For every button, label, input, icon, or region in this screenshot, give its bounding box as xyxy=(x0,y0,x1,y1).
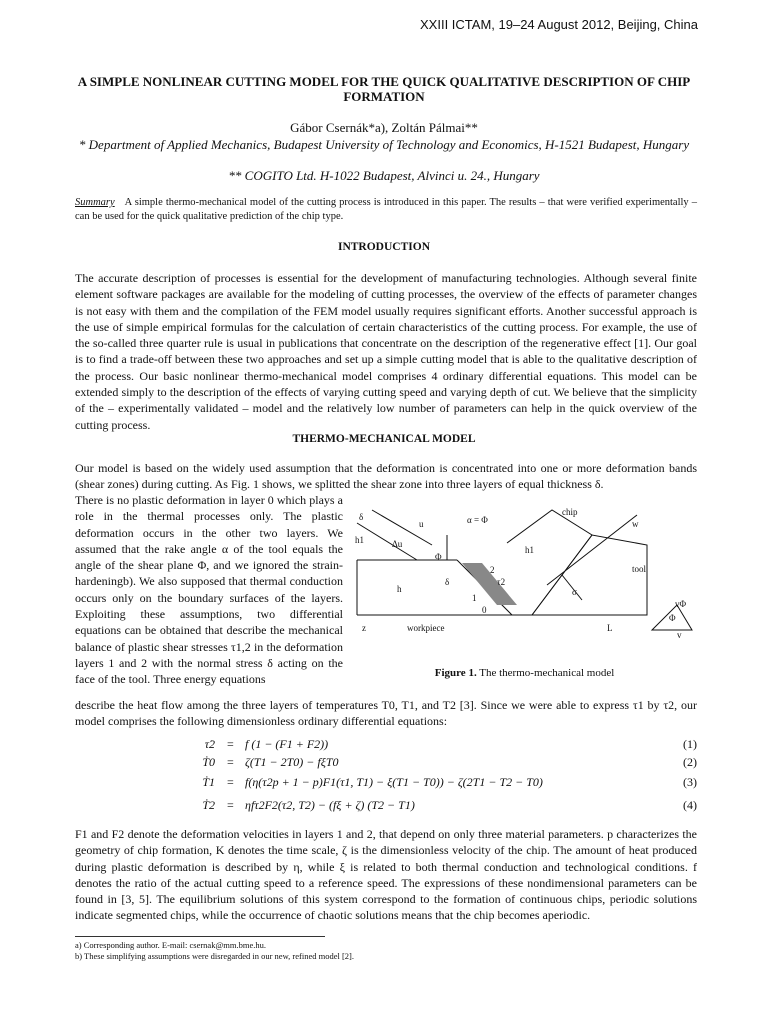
fig-label-L: L xyxy=(607,623,613,633)
thermo-mechanical-figure xyxy=(347,505,702,655)
fig-label-u: u xyxy=(419,519,424,529)
summary xyxy=(75,196,697,224)
footnote-b: b) These simplifying assumptions were disregarded in our new, refined model [2]. xyxy=(75,951,355,961)
fig-label-w: w xyxy=(632,519,639,529)
fig-label-sigma: σ xyxy=(572,587,577,597)
equation-1-equals: = xyxy=(227,737,234,751)
model-text-4: F1 and F2 denote the deformation velocities in layers 1 and 2, that depend on only three material parameters. p characterizes the geometry of chip formation, K denotes the time scale, ζ is the dimensionless velocity of the chip. The amount of heat produced during plastic deformation is described by η, while ξ is related to both thermal conduction and technological conditions. f denotes the ratio of the actual cutting speed to a reference speed. The expressions of these nondimensional parameters can be found in [3, 5]. The equilibrium solutions of this system correspond to the formation of continuous chips, periodic solutions indicate segmented chips, while the occurrence of chaotic solutions means that the chip becomes aperiodic. xyxy=(75,827,697,923)
paper-title: A SIMPLE NONLINEAR CUTTING MODEL FOR THE QUICK QUALITATIVE DESCRIPTION OF CHIP FORMATION xyxy=(77,74,691,104)
introduction-text: The accurate description of processes is essential for the development of manufacturing technologies. Although several finite element software packages are available for the modeling of cutting processes, the overview of the effects of parameter changes is not easy with them and the compilation of the FEM model usually requires significant efforts. Another successful approach is the use of simple empirical formulas for the calculation of certain characteristics of the cutting process. For example, the use of the so-called three quarter rule is usual in publications that concentrate on the description of the regenerative effect [1]. Our goal is to find a trade-off between these two approaches and set up a simple cutting model that is able to the qualitative description of the process. Our basic nonlinear thermo-mechanical model comprises 4 ordinary differential equations. This model can be extended simply to the description of the effects of varying cutting speed and varying depth of cut. We believe that the simplicity of the – experimentally validated – model and the relatively low number of parameters can help in the quick overview of the cutting process. xyxy=(75,271,697,432)
fig-label-delta: δ xyxy=(359,512,364,522)
equation-2-rhs: ζ(T1 − 2T0) − fξT0 xyxy=(245,755,339,769)
equation-3-number: (3) xyxy=(683,775,697,789)
fig-label-two: 2 xyxy=(490,565,495,575)
affiliation-1: * Department of Applied Mechanics, Budapest University of Technology and Economics, H-1521 Budapest, Hungary xyxy=(78,137,690,152)
equation-4 xyxy=(75,798,697,816)
figure-caption-text: The thermo-mechanical model xyxy=(479,667,615,679)
fig-label-zero: 0 xyxy=(482,605,487,615)
authors: Gábor Csernák*a), Zoltán Pálmai** xyxy=(290,120,478,135)
equation-1-number: (1) xyxy=(683,737,697,751)
equation-4-equals: = xyxy=(227,798,234,812)
fig-label-chip: chip xyxy=(562,507,578,517)
fig-label-alpha-phi: α = Φ xyxy=(467,515,488,525)
tool-holder-left xyxy=(357,523,417,560)
equation-2 xyxy=(75,755,697,773)
equation-4-lhs: Ṫ2 xyxy=(202,798,215,812)
fig-label-workpiece: workpiece xyxy=(407,623,445,633)
equation-3-rhs: f(η(τ2p + 1 − p)F1(τ1, T1) − ξ(T1 − T0)) − ζ(2T1 − T2 − T0) xyxy=(245,775,543,789)
equation-3-equals: = xyxy=(227,775,234,789)
fig-label-delta2: δ xyxy=(445,577,450,587)
fig-label-one: 1 xyxy=(472,593,477,603)
fig-label-z: z xyxy=(362,623,366,633)
summary-text: A simple thermo-mechanical model of the cutting process is introduced in this paper. The results – that were verified experimentally – can be used for the quick qualitative prediction of the chip type. xyxy=(75,197,697,222)
fig-label-phi: Φ xyxy=(435,552,442,562)
fig-label-h: h xyxy=(397,584,402,594)
summary-label: Summary xyxy=(75,197,115,208)
equation-3-lhs: Ṫ1 xyxy=(202,775,215,789)
figure-caption-label: Figure 1. xyxy=(434,667,477,679)
chip-outline xyxy=(507,510,592,615)
model-text-1: Our model is based on the widely used assumption that the deformation is concentrated into one or more deformation bands (shear zones) during cutting. As Fig. 1 shows, we splitted the shear zone into three layers of equal thickness δ. xyxy=(75,461,697,492)
affiliation-2: ** COGITO Ltd. H-1022 Budapest, Alvinci u. 24., Hungary xyxy=(228,168,540,183)
equation-1-lhs: τ̇2 xyxy=(204,737,215,751)
equation-2-lhs: Ṫ0 xyxy=(202,755,215,769)
tool-outline xyxy=(532,535,647,615)
model-text-3: describe the heat flow among the three layers of temperatures T0, T1, and T2 [3]. Since we were able to express τ1 by τ2, our model comprises the following dimensionless ordinary differential equations: xyxy=(75,698,697,729)
fig-label-tau2: τ2 xyxy=(497,577,506,587)
fig-label-vphi: vΦ xyxy=(675,599,687,609)
fig-label-v: v xyxy=(677,630,682,640)
fig-label-tool: tool xyxy=(632,564,647,574)
w-arrow xyxy=(547,515,637,585)
conference-header: XXIII ICTAM, 19–24 August 2012, Beijing, China xyxy=(420,17,698,32)
fig-label-h1b: h1 xyxy=(525,545,534,555)
footnote-divider xyxy=(75,936,325,937)
fig-label-du: Δu xyxy=(392,539,403,549)
introduction-heading: INTRODUCTION xyxy=(337,241,430,253)
fig-label-h1a: h1 xyxy=(355,535,364,545)
equation-4-number: (4) xyxy=(683,798,697,812)
equation-1-rhs: f (1 − (F1 + F2)) xyxy=(245,737,329,751)
model-text-2: There is no plastic deformation in layer 0 which plays a role in the thermal processes only. The plastic deformation occurs in the other two layers. We assumed that the rake angle α of the tool equals the angle of the shear plane Φ, and we ignored the strain-hardeningb). We also supposed that thermal conduction occurs only on the boundary surfaces of the layers. Exploiting these assumptions, two differential equations can be obtained that describe the mechanical balance of plastic shear stresses τ1,2 in the deformation layers 1 and 2 with the normal stress δ acting on the face of the tool. Three energy equations xyxy=(75,493,343,687)
fig-label-phi2: Φ xyxy=(669,613,676,623)
equation-3 xyxy=(75,775,697,793)
equation-2-number: (2) xyxy=(683,755,697,769)
equation-4-rhs: ηfτ2F2(τ2, T2) − (fξ + ζ) (T2 − T1) xyxy=(245,798,415,812)
equation-1 xyxy=(75,737,697,755)
footnote-a: a) Corresponding author. E-mail: csernak@mm.bme.hu. xyxy=(75,940,267,950)
model-heading: THERMO-MECHANICAL MODEL xyxy=(292,433,476,445)
figure-caption xyxy=(347,667,702,679)
equation-2-equals: = xyxy=(227,755,234,769)
